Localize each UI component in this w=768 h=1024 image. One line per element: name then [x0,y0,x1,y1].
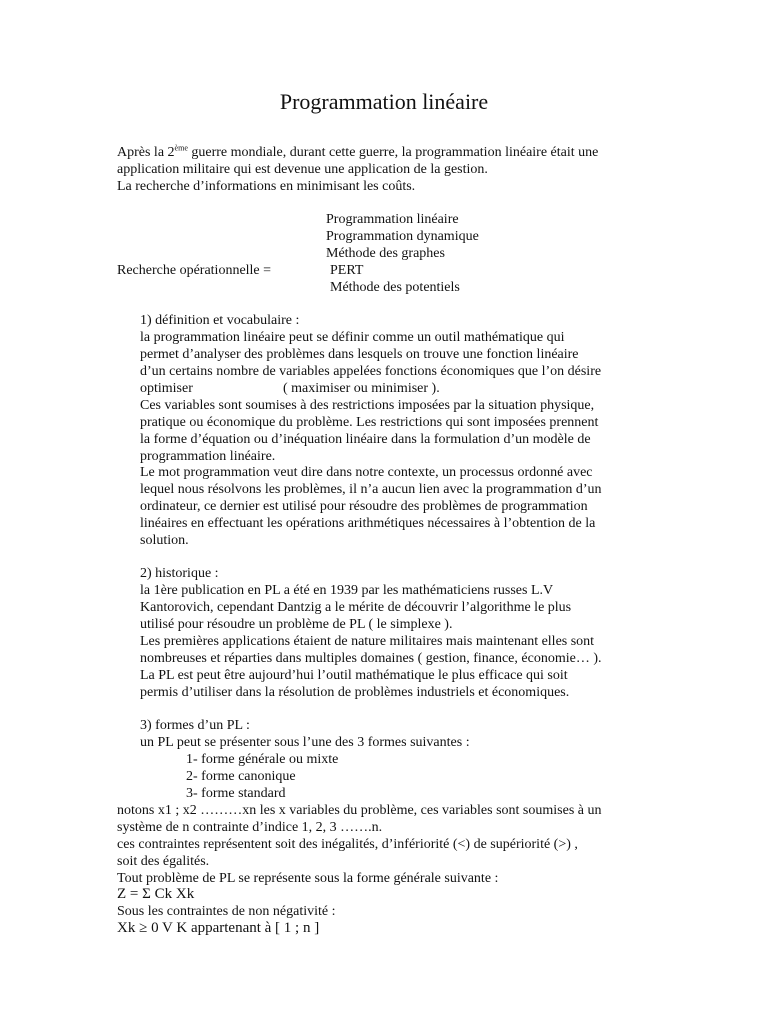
paragraph-line: programmation linéaire. [140,449,276,464]
paragraph-line: d’un certains nombre de variables appelées fonctions économiques que l’on désire [140,364,602,379]
formula-line: Z = Σ Ck Xk [117,886,195,902]
document-title: Programmation linéaire [279,89,489,114]
ro-item: Méthode des graphes [326,246,445,261]
form-list-item: 3- forme standard [186,786,286,801]
paragraph-line: permis d’utiliser dans la résolution de problèmes industriels et économiques. [140,685,570,700]
section-heading: 1) définition et vocabulaire : [140,313,300,328]
paragraph-line: solution. [140,533,189,548]
paragraph-line: La PL est peut être aujourd’hui l’outil mathématique le plus efficace qui soit [140,668,568,683]
paragraph-line: Ces variables sont soumises à des restrictions imposées par la situation physique, [140,398,595,413]
paragraph-line: Tout problème de PL se représente sous la forme générale suivante : [117,871,499,886]
paragraph-line: un PL peut se présenter sous l’une des 3 formes suivantes : [140,735,470,750]
paragraph-line: soit des égalités. [117,854,210,869]
paragraph-line: optimiser [140,381,193,396]
paragraph-line: permet d’analyser des problèmes dans lesquels on trouve une fonction linéaire [140,347,579,362]
ro-label: Recherche opérationnelle = [117,263,272,278]
paragraph-line: la programmation linéaire peut se définir comme un outil mathématique qui [140,330,565,345]
paragraph-line: utilisé pour résoudre un problème de PL ( le simplexe ). [140,617,453,632]
paragraph-line: Sous les contraintes de non négativité : [117,904,336,919]
paragraph-line: ces contraintes représentent soit des inégalités, d’infériorité (<) de supériorité (>) , [117,837,578,852]
paragraph-line: système de n contrainte d’indice 1, 2, 3 …….n. [117,820,383,835]
paragraph-line: lequel nous résolvons les problèmes, il n’a aucun lien avec la programmation d’un [140,482,602,497]
formula-line: Xk ≥ 0 V K appartenant à [ 1 ; n ] [117,920,320,936]
intro-text: guerre mondiale, durant cette guerre, la programmation linéaire était une [187,145,599,160]
paragraph-line: ( maximiser ou minimiser ). [283,381,440,396]
paragraph-line: la 1ère publication en PL a été en 1939 par les mathématiciens russes L.V [140,583,554,598]
ro-item: Méthode des potentiels [330,280,460,295]
intro-line-3: La recherche d’informations en minimisant les coûts. [117,179,416,194]
paragraph-line: la forme d’équation ou d’inéquation linéaire dans la formulation d’un modèle de [140,432,591,447]
intro-line-1 [117,144,598,161]
form-list-item: 1- forme générale ou mixte [186,752,339,767]
section-heading: 2) historique : [140,566,219,581]
section-heading: 3) formes d’un PL : [140,718,250,733]
paragraph-line: Les premières applications étaient de nature militaires mais maintenant elles sont [140,634,595,649]
paragraph-line: Kantorovich, cependant Dantzig a le mérite de découvrir l’algorithme le plus [140,600,572,615]
paragraph-line: pratique ou économique du problème. Les restrictions qui sont imposées prennent [140,415,599,430]
intro-line-2: application militaire qui est devenue une application de la gestion. [117,162,488,177]
intro-text: Après la 2 [117,145,175,160]
paragraph-line: ordinateur, ce dernier est utilisé pour résoudre des problèmes de programmation [140,499,588,514]
form-list-item: 2- forme canonique [186,769,296,784]
paragraph-line: nombreuses et réparties dans multiples domaines ( gestion, finance, économie… ). [140,651,602,666]
superscript-ordinal: ème [174,143,188,153]
paragraph-line: Le mot programmation veut dire dans notre contexte, un processus ordonné avec [140,465,593,480]
ro-item: Programmation dynamique [326,229,479,244]
paragraph-line: notons x1 ; x2 ………xn les x variables du problème, ces variables sont soumises à un [117,803,602,818]
ro-item: Programmation linéaire [326,212,459,227]
ro-item: PERT [330,263,364,278]
paragraph-line: linéaires en effectuant les opérations arithmétiques nécessaires à l’obtention de la [140,516,596,531]
